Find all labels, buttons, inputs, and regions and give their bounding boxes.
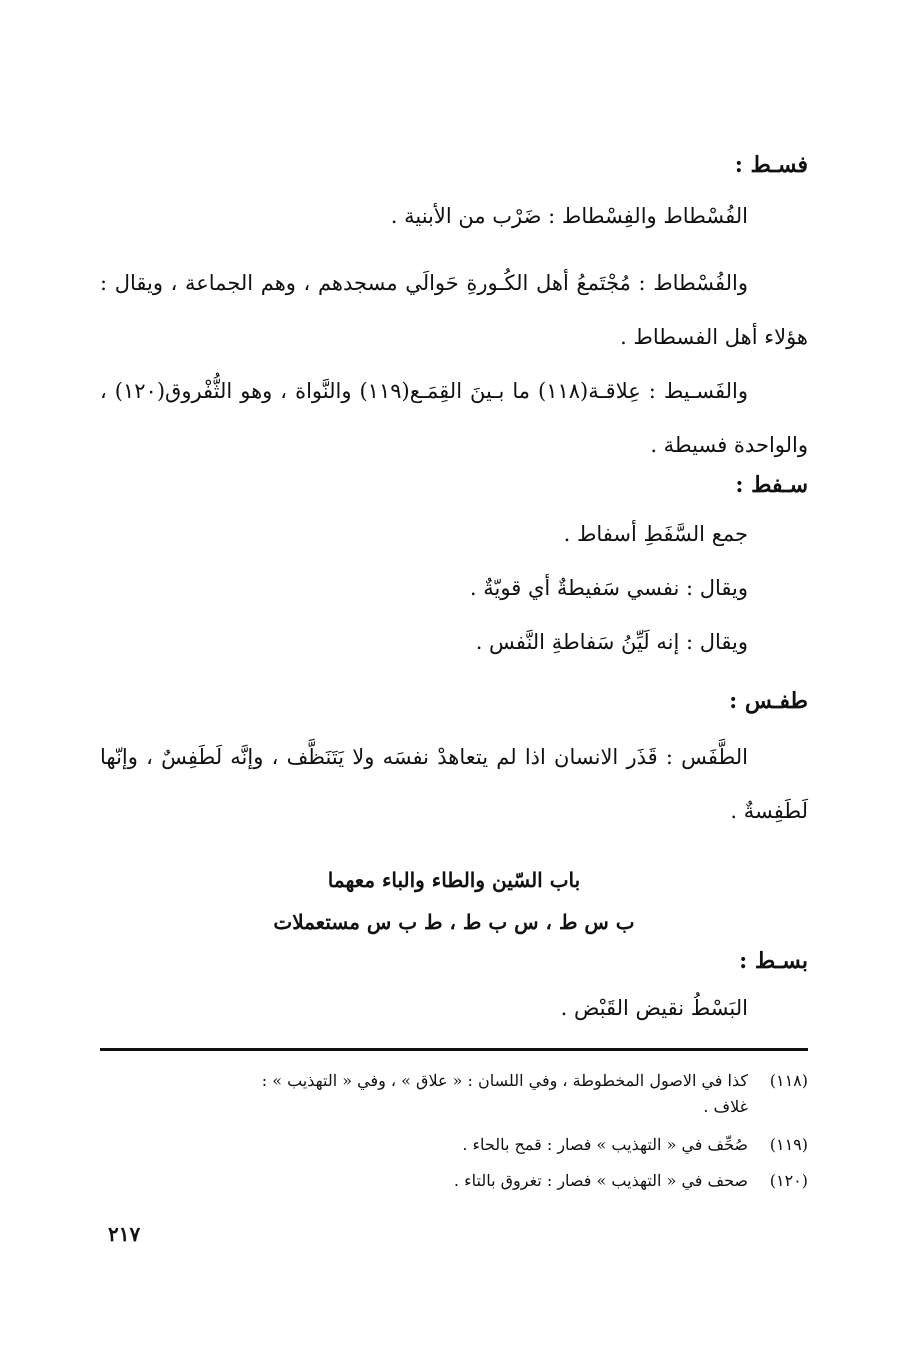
entry-line: ويقال : إنه لَيِّنُ سَفاطةِ النَّفس .: [475, 630, 748, 654]
entry-heading-tfs: طفـس :: [729, 688, 808, 714]
footnote-118: (١١٨)كذا في الاصول المخطوطة ، وفي اللسان : « علاق » ، وفي « التهذيب » : غلاف .: [261, 1071, 808, 1116]
entry-line: ويقال : نفسي سَفيطةٌ أي قويّةٌ .: [469, 576, 748, 600]
chapter-title: باب السّين والطاء والباء معهما: [327, 868, 581, 892]
entry-heading-sft: سـفط :: [735, 472, 808, 498]
footnote-119: (١١٩)صُحِّف في « التهذيب » فصار : قمح بالحاء .: [462, 1135, 808, 1154]
page-number: ٢١٧: [108, 1222, 141, 1246]
entry-paragraph: والفُسْطاط : مُجْتَمعُ أهل الكُـورةِ حَوالَي مسجدهم ، وهم الجماعة ، ويقال : هؤلاء أهل الفسطاط .: [100, 271, 808, 349]
chapter-subtitle: ب س ط ، س ب ط ، ط ب س مستعملات: [273, 910, 635, 934]
entry-line: البَسْطُ نقيض القَبْض .: [560, 996, 748, 1020]
footnote-divider: [100, 1048, 808, 1051]
entry-line: جمع السَّفَطِ أسفاط .: [563, 522, 748, 546]
entry-heading-bst: بسـط :: [739, 948, 808, 974]
entry-paragraph: الطَّفَس : قَذَر الانسان اذا لم يتعاهدْ نفسَه ولا يَتَنَظَّف ، وإنَّه لَطَفِسٌ ، وإنّها لَطَفِسةٌ .: [100, 745, 808, 823]
entry-line: الفُسْطاط والفِسْطاط : ضَرْب من الأبنية .: [390, 204, 748, 228]
entry-paragraph: والفَسـيط : عِلاقـة(١١٨) ما بـينَ القِمَـع(١١٩) والنَّواة ، وهو الثُّفْروق(١٢٠) ، والواحدة فسيطة .: [100, 379, 808, 457]
entry-heading-fst: فسـط :: [734, 152, 808, 178]
footnote-120: (١٢٠)صحف في « التهذيب » فصار : تغروق بالتاء .: [453, 1171, 808, 1190]
